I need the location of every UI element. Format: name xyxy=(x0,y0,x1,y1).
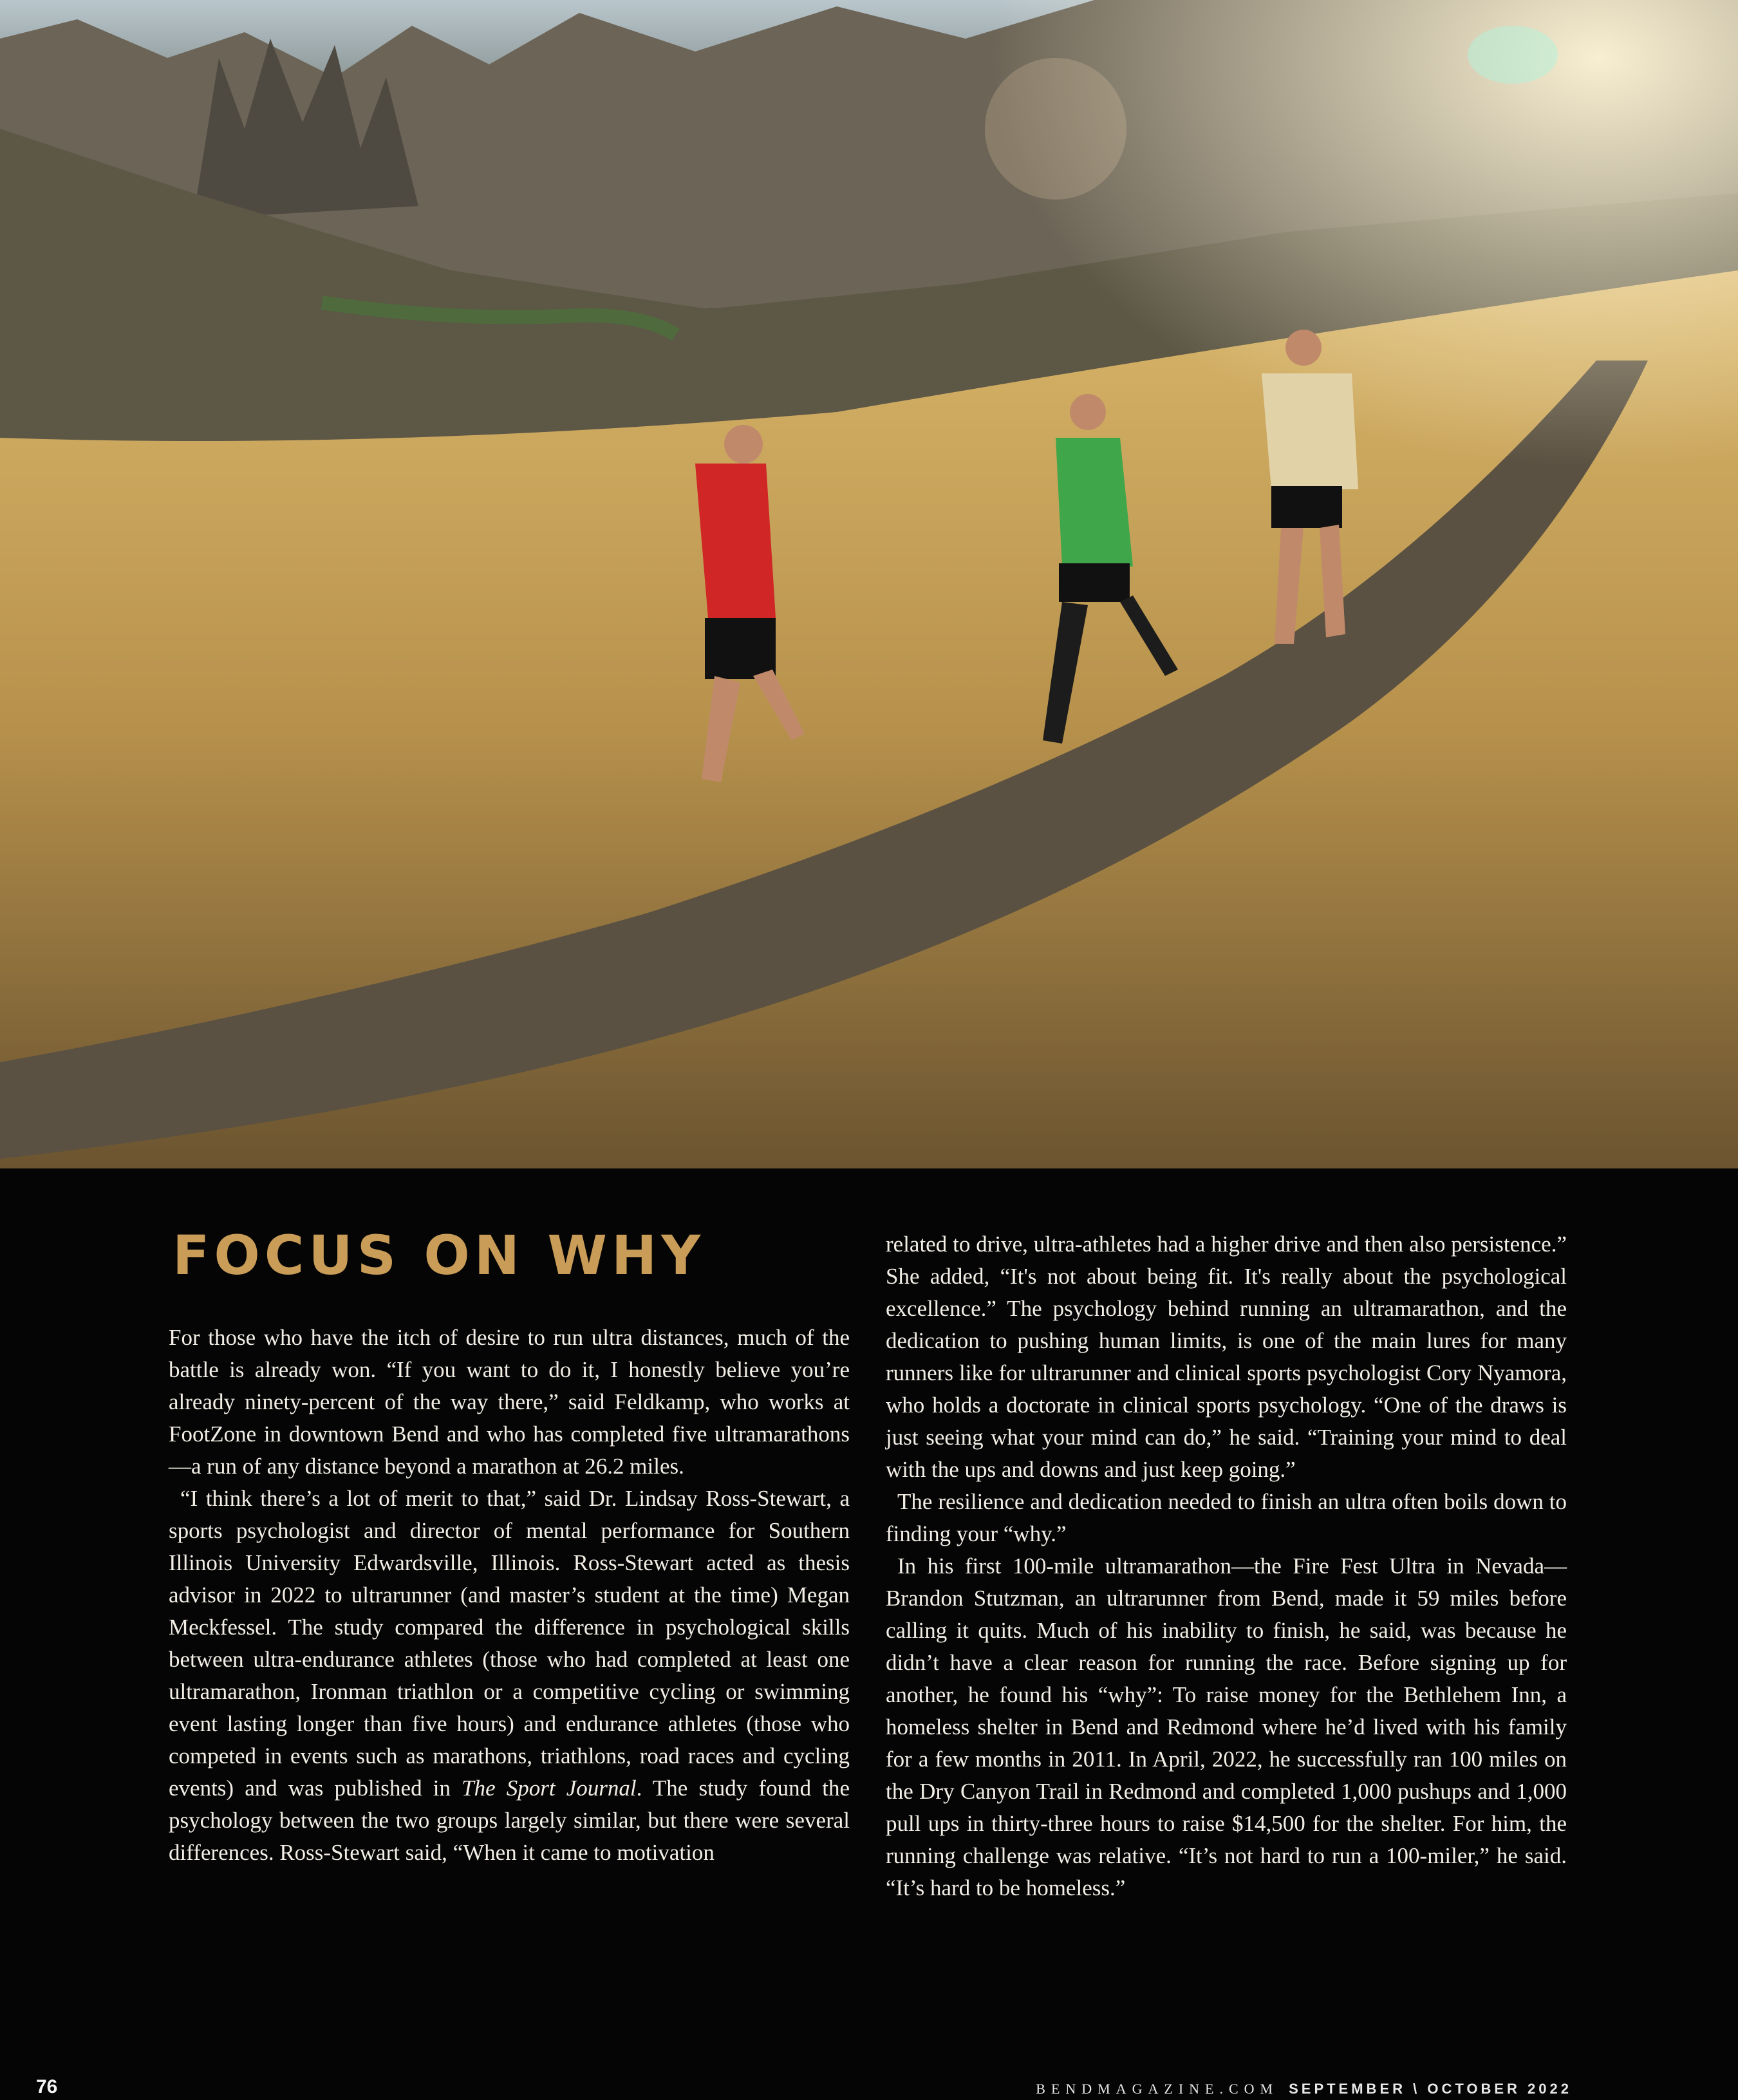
running-footer xyxy=(1036,2081,1572,2097)
paragraph: The resilience and dedication needed to finish an ultra often boils down to finding your “why.” xyxy=(886,1489,1567,1546)
paragraph xyxy=(169,1483,850,1869)
site-url: BENDMAGAZINE.COM xyxy=(1036,2081,1279,2097)
lens-flare-green xyxy=(1468,26,1558,84)
paragraph: related to drive, ultra-athletes had a higher drive and then also persistence.” She added, “It's not about being fit. It's really about the psychological excellence.” The psychology behind running an ultramarathon, and the dedication to pushing human limits, is one of the main lures for many runners like for ultrarunner and clinical sports psychologist Cory Nyamora, who holds a doctorate in clinical sports psychology. “One of the draws is just seeing what your mind can do,” he said. “Training your mind to deal with the ups and downs and just keep going.” xyxy=(886,1232,1567,1482)
lens-flare xyxy=(985,58,1126,200)
paragraph-text: . The study found the psychology between the two groups largely similar, but there were several differences. Ross-Stewart said, “When it came to motivation xyxy=(169,1776,850,1865)
page-number: 76 xyxy=(36,2076,58,2097)
paragraph: In his first 100-mile ultramarathon—the Fire Fest Ultra in Nevada—Brandon Stutzman, an ultrarunner from Bend, made it 59 miles before calling it quits. Much of his inability to finish, he said, was because he didn’t have a clear reason for running the race. Before signing up for another, he found his “why”: To raise money for the Bethlehem Inn, a homeless shelter in Bend and Redmond where he’d lived with his family for a few months in 2011. In April, 2022, he successfully ran 100 miles on the Dry Canyon Trail in Redmond and completed 1,000 pushups and 1,000 pull ups in thirty-three hours to raise $14,500 for the shelter. For him, the running challenge was relative. “It’s not hard to run a 100-miler,” he said. “It’s hard to be homeless.” xyxy=(886,1553,1567,1900)
paragraph-text: “I think there’s a lot of merit to that,” said Dr. Lindsay Ross-Stewart, a sports psychologist and director of mental performance for Southern Illinois University Edwardsville, Illinois. Ross-Stewart acted as thesis advisor in 2022 to ultrarunner (and master’s student at the time) Megan Meckfessel. The study compared the difference in psychological skills between ultra-endurance athletes (those who had completed at least one ultramarathon, Ironman triathlon or a competitive cycling or swimming event lasting longer than five hours) and endurance athletes (those who competed in events such as marathons, triathlons, road races and cycling events) and was published in xyxy=(169,1486,850,1801)
paragraph: For those who have the itch of desire to run ultra distances, much of the battle is already won. “If you want to do it, I honestly believe you’re already ninety-percent of the way there,” said Feldkamp, who works at FootZone in downtown Bend and who has completed five ultramarathons—a run of any distance beyond a marathon at 26.2 miles. xyxy=(169,1325,850,1479)
article-column-right xyxy=(886,1228,1567,1904)
issue-date: SEPTEMBER \ OCTOBER 2022 xyxy=(1289,2081,1572,2097)
article-headline: FOCUS ON WHY xyxy=(173,1224,705,1287)
article-column-left xyxy=(169,1322,850,1869)
journal-title: The Sport Journal xyxy=(462,1776,637,1801)
